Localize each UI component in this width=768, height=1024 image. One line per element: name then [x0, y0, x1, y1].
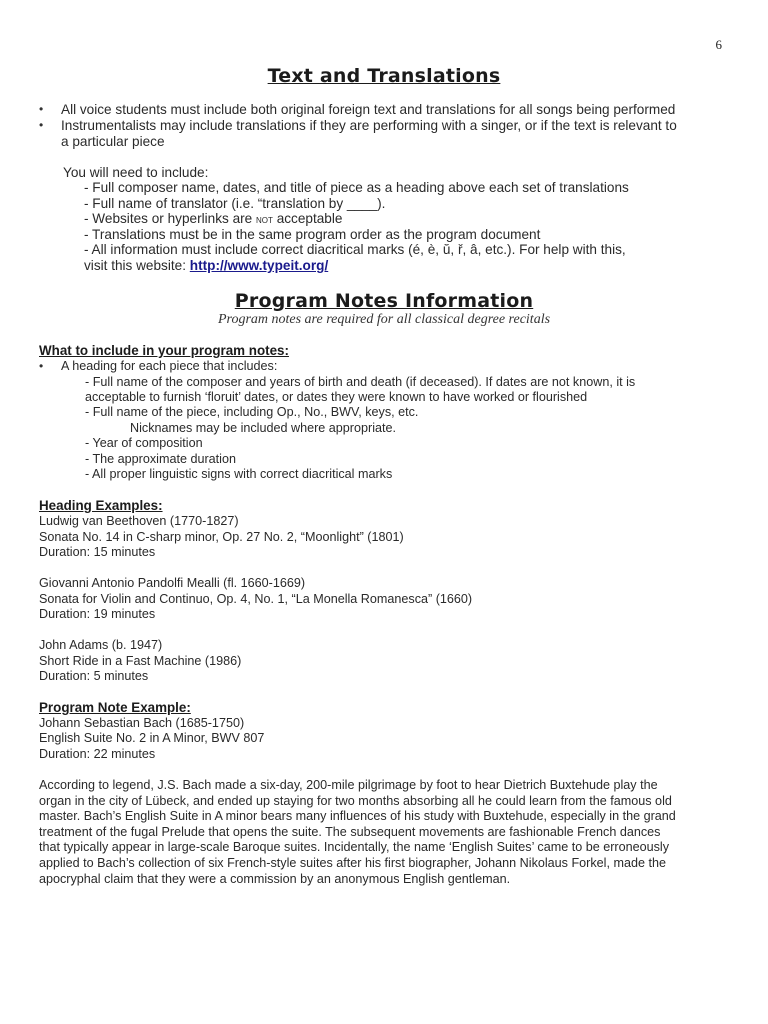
bullet-text: All voice students must include both original foreign text and translations for all songs being performed: [61, 102, 676, 117]
paragraph-line: According to legend, J.S. Bach made a six-day, 200-mile pilgrimage by foot to hear Dietrich Buxtehude play the: [39, 778, 658, 792]
sub-item: - The approximate duration: [85, 452, 236, 466]
example-line: English Suite No. 2 in A Minor, BWV 807: [39, 731, 265, 745]
paragraph-line: applied to Bach’s collection of six French-style suites after his first biographer, Johann Nikolaus Forkel, made the: [39, 855, 666, 870]
bullet-text: Instrumentalists may include translations if they are performing with a singer, or if the text is relevant to: [61, 118, 677, 133]
paragraph-line: organ in the city of Lübeck, and ended up staying for two months absorbing all he could learn from the famous old: [39, 793, 672, 808]
sub-item: - Full name of the composer and years of birth and death (if deceased). If dates are not known, it is: [85, 375, 636, 389]
example-line: Duration: 5 minutes: [39, 669, 149, 683]
sub-item: - Full name of the piece, including Op., No., BWV, keys, etc.: [85, 405, 419, 419]
requirement-item: - All information must include correct diacritical marks (é, è, ŭ, ř, â, etc.). For help with this,: [84, 242, 626, 257]
example-line: Duration: 15 minutes: [39, 545, 156, 559]
paragraph-line: treatment of the fugal Prelude that opens the suite. The subsequent movements are fashionable French dances: [39, 824, 661, 839]
sub-item: - Year of composition: [85, 436, 203, 450]
requirements-intro: You will need to include:: [63, 165, 209, 180]
example-line: Duration: 19 minutes: [39, 607, 156, 621]
bullet-icon: •: [39, 102, 44, 116]
bullet-text: A heading for each piece that includes:: [61, 359, 278, 373]
bullet-icon: •: [39, 118, 44, 132]
requirement-item: - Translations must be in the same program order as the program document: [84, 227, 541, 242]
requirement-emphasis: not: [256, 212, 273, 226]
example-line: Ludwig van Beethoven (1770-1827): [39, 514, 239, 528]
paragraph-line: master. Bach’s English Suite in A minor bears many influences of his study with Buxtehude, especially in the grand: [39, 809, 676, 824]
bullet-icon: •: [39, 359, 44, 373]
example-line: Sonata for Violin and Continuo, Op. 4, No. 1, “La Monella Romanesca” (1660): [39, 592, 473, 606]
paragraph-line: that typically appear in large-scale Baroque suites. Incidentally, the name ‘English Suites’ came to be erroneously: [39, 840, 670, 855]
example-line: Johann Sebastian Bach (1685-1750): [39, 716, 245, 730]
requirement-text: visit this website:: [84, 258, 186, 273]
example-line: John Adams (b. 1947): [39, 638, 163, 652]
requirement-item: [84, 211, 342, 227]
heading-examples-heading: Heading Examples:: [39, 498, 163, 513]
example-line: Sonata No. 14 in C-sharp minor, Op. 27 No. 2, “Moonlight” (1801): [39, 530, 404, 544]
program-note-paragraph: [39, 778, 744, 887]
section-title-text-translations: Text and Translations: [267, 65, 501, 87]
requirement-item: - Full composer name, dates, and title of piece as a heading above each set of translations: [84, 180, 629, 195]
bullet-text-continued: a particular piece: [61, 134, 165, 149]
what-to-include-heading: What to include in your program notes:: [39, 343, 289, 358]
requirement-item: - Full name of translator (i.e. “translation by ____).: [84, 196, 386, 211]
requirement-text: - Websites or hyperlinks are: [84, 211, 253, 226]
sub-item: Nicknames may be included where appropriate.: [130, 421, 397, 435]
section-title-program-notes: Program Notes Information: [234, 290, 534, 312]
page-number: 6: [715, 37, 722, 52]
example-line: Short Ride in a Fast Machine (1986): [39, 654, 242, 668]
example-line: Duration: 22 minutes: [39, 747, 156, 761]
paragraph-line: apocryphal claim that they were a commission by an anonymous English gentleman.: [39, 871, 511, 886]
sub-item: - All proper linguistic signs with correct diacritical marks: [85, 467, 393, 481]
sub-item: acceptable to furnish ‘floruit’ dates, or dates they were known to have worked or flourished: [85, 390, 588, 404]
program-note-example-heading: Program Note Example:: [39, 700, 191, 715]
requirement-item: [84, 258, 328, 274]
section-subtitle: Program notes are required for all classical degree recitals: [217, 312, 551, 327]
typeit-link[interactable]: http://www.typeit.org/: [189, 258, 329, 273]
example-line: Giovanni Antonio Pandolfi Mealli (fl. 1660-1669): [39, 576, 306, 590]
requirement-text: acceptable: [276, 211, 343, 226]
